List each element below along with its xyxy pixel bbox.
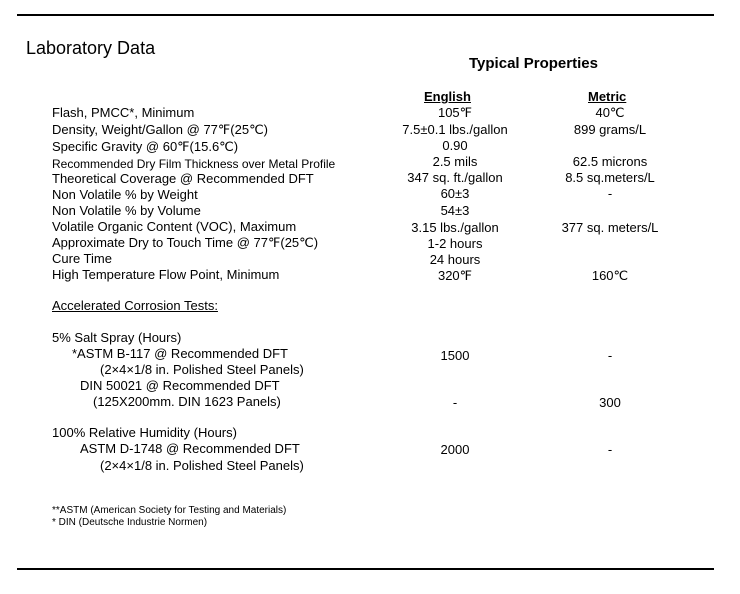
property-metric: - <box>607 186 613 201</box>
property-english: 60±3 <box>440 186 470 201</box>
property-english: 1-2 hours <box>427 236 483 251</box>
top-rule <box>17 14 714 16</box>
property-english: 7.5±0.1 lbs./gallon <box>402 122 508 137</box>
humidity-astm-label: ASTM D-1748 @ Recommended DFT <box>80 441 300 456</box>
property-english: 105℉ <box>437 105 473 120</box>
column-header-metric: Metric <box>588 89 627 104</box>
salt-spray-din-metric: 300 <box>599 395 621 410</box>
salt-spray-heading: 5% Salt Spray (Hours) <box>52 330 182 345</box>
property-metric: 899 grams/L <box>573 122 647 137</box>
footnote: **ASTM (American Society for Testing and Materials) <box>52 505 287 516</box>
property-label: High Temperature Flow Point, Minimum <box>52 267 280 282</box>
property-english: 347 sq. ft./gallon <box>407 170 503 185</box>
property-metric: 160℃ <box>591 268 629 283</box>
property-label: Cure Time <box>52 251 112 266</box>
property-label: Density, Weight/Gallon @ 77℉(25℃) <box>52 122 268 137</box>
property-english: 3.15 lbs./gallon <box>411 220 499 235</box>
column-header-english: English <box>424 89 471 104</box>
property-english: 0.90 <box>442 138 468 153</box>
property-label: Non Volatile % by Weight <box>52 187 198 202</box>
property-metric: 8.5 sq.meters/L <box>565 170 655 185</box>
property-english: 54±3 <box>440 203 470 218</box>
property-metric: 40℃ <box>595 105 625 120</box>
property-english: 320℉ <box>437 268 473 283</box>
bottom-rule <box>17 568 714 570</box>
property-english: 24 hours <box>429 252 481 267</box>
property-metric: 377 sq. meters/L <box>561 220 659 235</box>
salt-spray-astm-english: 1500 <box>440 348 470 363</box>
humidity-heading: 100% Relative Humidity (Hours) <box>52 425 237 440</box>
humidity-astm-metric: - <box>607 442 613 457</box>
page-title: Laboratory Data <box>26 38 156 58</box>
property-label: Theoretical Coverage @ Recommended DFT <box>52 171 314 186</box>
salt-spray-din-english: - <box>452 395 458 410</box>
salt-spray-astm-label: *ASTM B-117 @ Recommended DFT <box>72 346 288 361</box>
property-metric: 62.5 microns <box>572 154 648 169</box>
footnote: * DIN (Deutsche Industrie Normen) <box>52 517 208 528</box>
corrosion-title: Accelerated Corrosion Tests: <box>52 298 218 313</box>
property-label: Volatile Organic Content (VOC), Maximum <box>52 219 297 234</box>
property-label: Approximate Dry to Touch Time @ 77℉(25℃) <box>52 235 319 250</box>
salt-spray-din-label: DIN 50021 @ Recommended DFT <box>80 378 280 393</box>
property-label: Specific Gravity @ 60℉(15.6℃) <box>52 139 239 154</box>
property-label: Flash, PMCC*, Minimum <box>52 105 195 120</box>
property-label: Recommended Dry Film Thickness over Metal Profile <box>52 157 336 171</box>
salt-spray-astm-metric: - <box>607 348 613 363</box>
property-english: 2.5 mils <box>432 154 478 169</box>
humidity-astm-english: 2000 <box>440 442 470 457</box>
salt-spray-din-panels: (125X200mm. DIN 1623 Panels) <box>93 394 281 409</box>
property-label: Non Volatile % by Volume <box>52 203 201 218</box>
section-title: Typical Properties <box>469 55 598 72</box>
humidity-astm-panels: (2×4×1/8 in. Polished Steel Panels) <box>100 458 304 473</box>
salt-spray-astm-panels: (2×4×1/8 in. Polished Steel Panels) <box>100 362 304 377</box>
